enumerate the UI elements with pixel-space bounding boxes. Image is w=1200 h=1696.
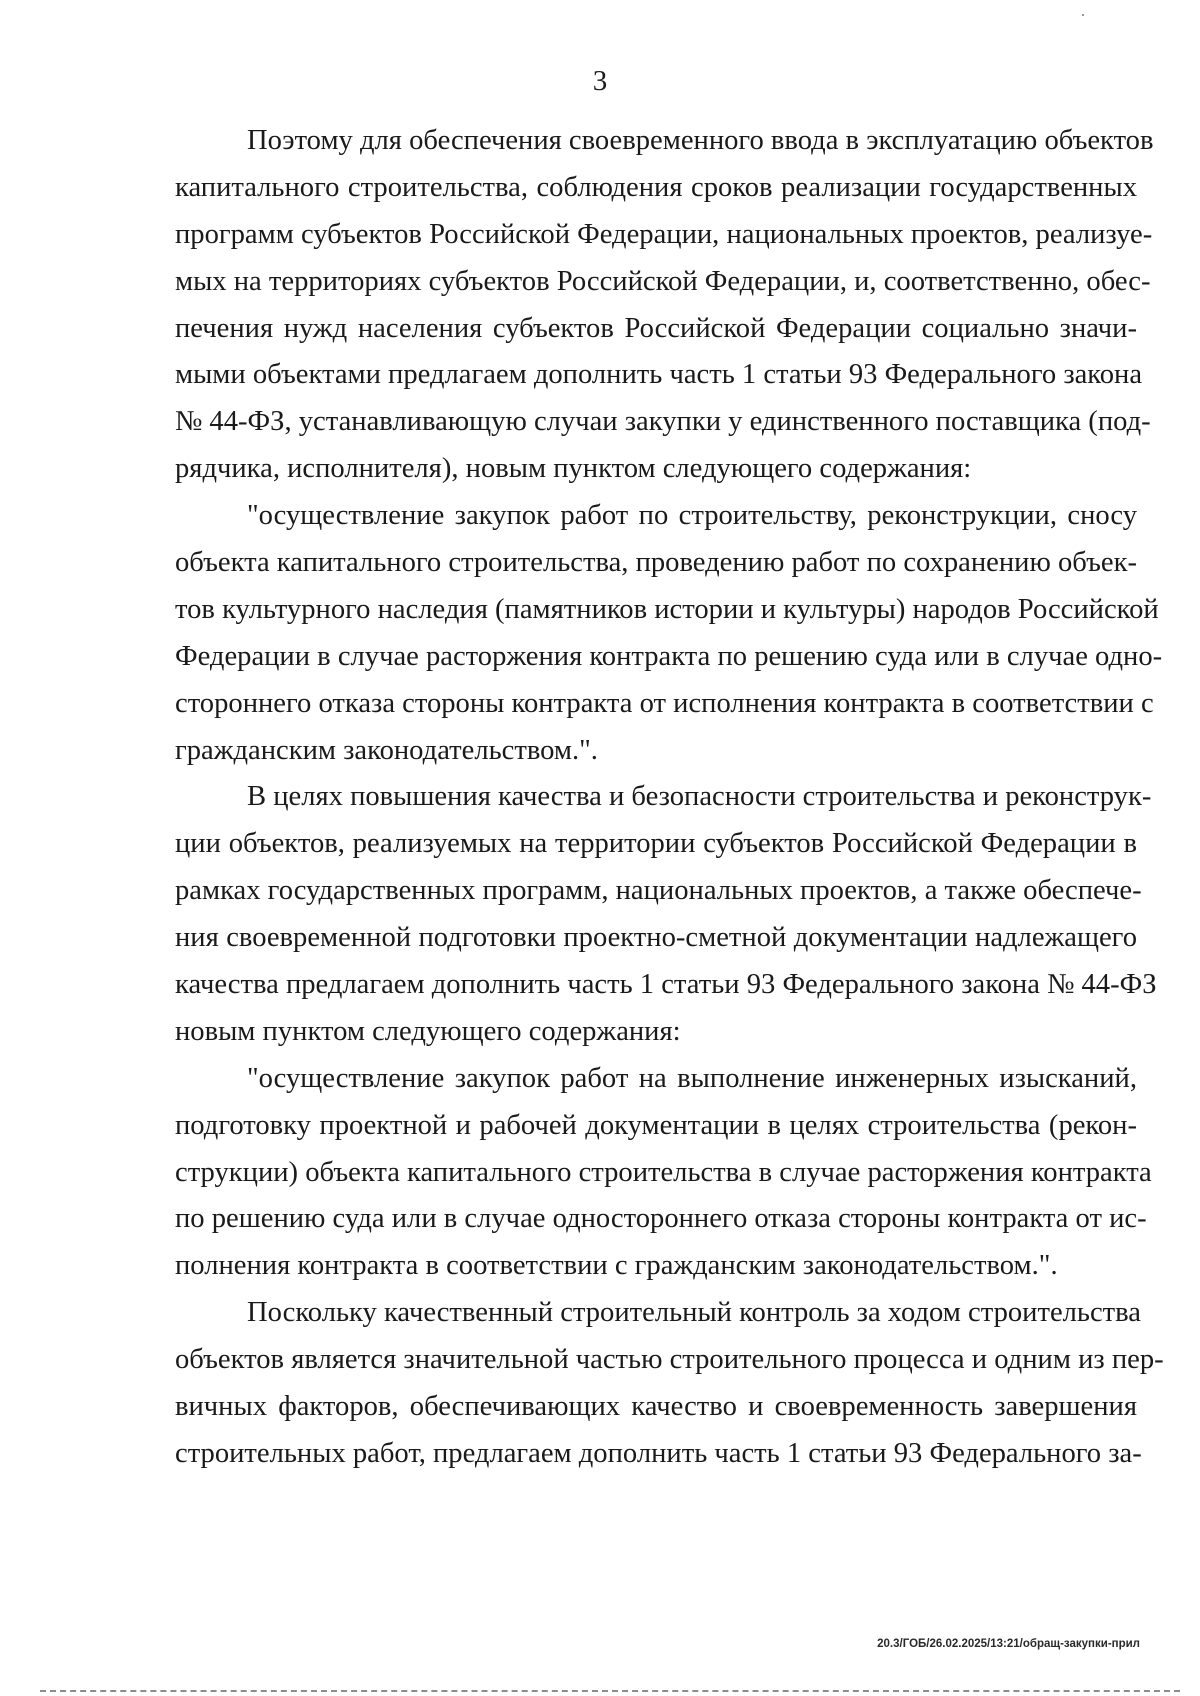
document-body [175, 118, 1164, 1478]
paragraph [175, 774, 1157, 1055]
text-line: вичных факторов, обеспечивающих качество и своевременность завершения [175, 1391, 1137, 1423]
text-line: подготовку проектной и рабочей документации в целях строительства (рекон- [175, 1109, 1137, 1141]
text-line: объекта капитального строительства, проведению работ по сохранению объек- [175, 547, 1138, 579]
text-line: по решению суда или в случае одностороннего отказа стороны контракта от ис- [175, 1203, 1147, 1235]
paragraph [175, 493, 1163, 774]
scan-artifact-dot [1082, 14, 1084, 16]
document-reference-code: 20.3/ГОБ/26.02.2025/13:21/обращ-закупки-прил [877, 1638, 1140, 1650]
text-line: программ субъектов Российской Федерации, национальных проектов, реализуе- [175, 218, 1153, 250]
text-line: Поскольку качественный строительный контроль за ходом строительства [247, 1297, 1141, 1329]
text-line: мых на территориях субъектов Российской Федерации, и, соответственно, обес- [175, 265, 1151, 297]
text-line: тов культурного наследия (памятников истории и культуры) народов Российской [175, 593, 1159, 625]
paragraph [175, 1290, 1164, 1478]
text-line: качества предлагаем дополнить часть 1 статьи 93 Федерального закона № 44-ФЗ [175, 969, 1157, 1001]
paragraph [175, 118, 1154, 493]
text-line: ции объектов, реализуемых на территории субъектов Российской Федерации в [175, 828, 1137, 860]
text-line: струкции) объекта капитального строительства в случае расторжения контракта [175, 1156, 1152, 1188]
text-line: строительных работ, предлагаем дополнить часть 1 статьи 93 Федерального за- [175, 1437, 1142, 1469]
text-line: рамках государственных программ, национальных проектов, а также обеспече- [175, 875, 1142, 907]
text-line: полнения контракта в соответствии с гражданским законодательством.". [175, 1250, 1058, 1282]
text-line: В целях повышения качества и безопасности строительства и реконструк- [247, 781, 1152, 813]
text-line: Поэтому для обеспечения своевременного ввода в эксплуатацию объектов [247, 125, 1154, 156]
scan-edge-line [40, 1690, 1180, 1692]
text-line: новым пунктом следующего содержания: [175, 1015, 681, 1047]
text-line: стороннего отказа стороны контракта от исполнения контракта в соответствии с [175, 687, 1154, 719]
page-number: 3 [592, 65, 608, 97]
text-line: Федерации в случае расторжения контракта по решению суда или в случае одно- [175, 640, 1163, 672]
text-line: печения нужд населения субъектов Российской Федерации социально значи- [175, 312, 1137, 344]
text-line: объектов является значительной частью строительного процесса и одним из пер- [175, 1344, 1164, 1376]
text-line: капитального строительства, соблюдения сроков реализации государственных [175, 171, 1137, 203]
text-line: гражданским законодательством.". [175, 734, 598, 766]
paragraph [175, 1056, 1152, 1290]
text-line: ния своевременной подготовки проектно-сметной документации надлежащего [175, 922, 1137, 954]
text-line: "осуществление закупок работ по строительству, реконструкции, сносу [247, 500, 1137, 532]
text-line: "осуществление закупок работ на выполнение инженерных изысканий, [247, 1062, 1137, 1094]
text-line: рядчика, исполнителя), новым пунктом следующего содержания: [175, 453, 972, 485]
text-line: № 44-ФЗ, устанавливающую случаи закупки у единственного поставщика (под- [175, 406, 1151, 438]
text-line: мыми объектами предлагаем дополнить часть 1 статьи 93 Федерального закона [175, 359, 1143, 391]
